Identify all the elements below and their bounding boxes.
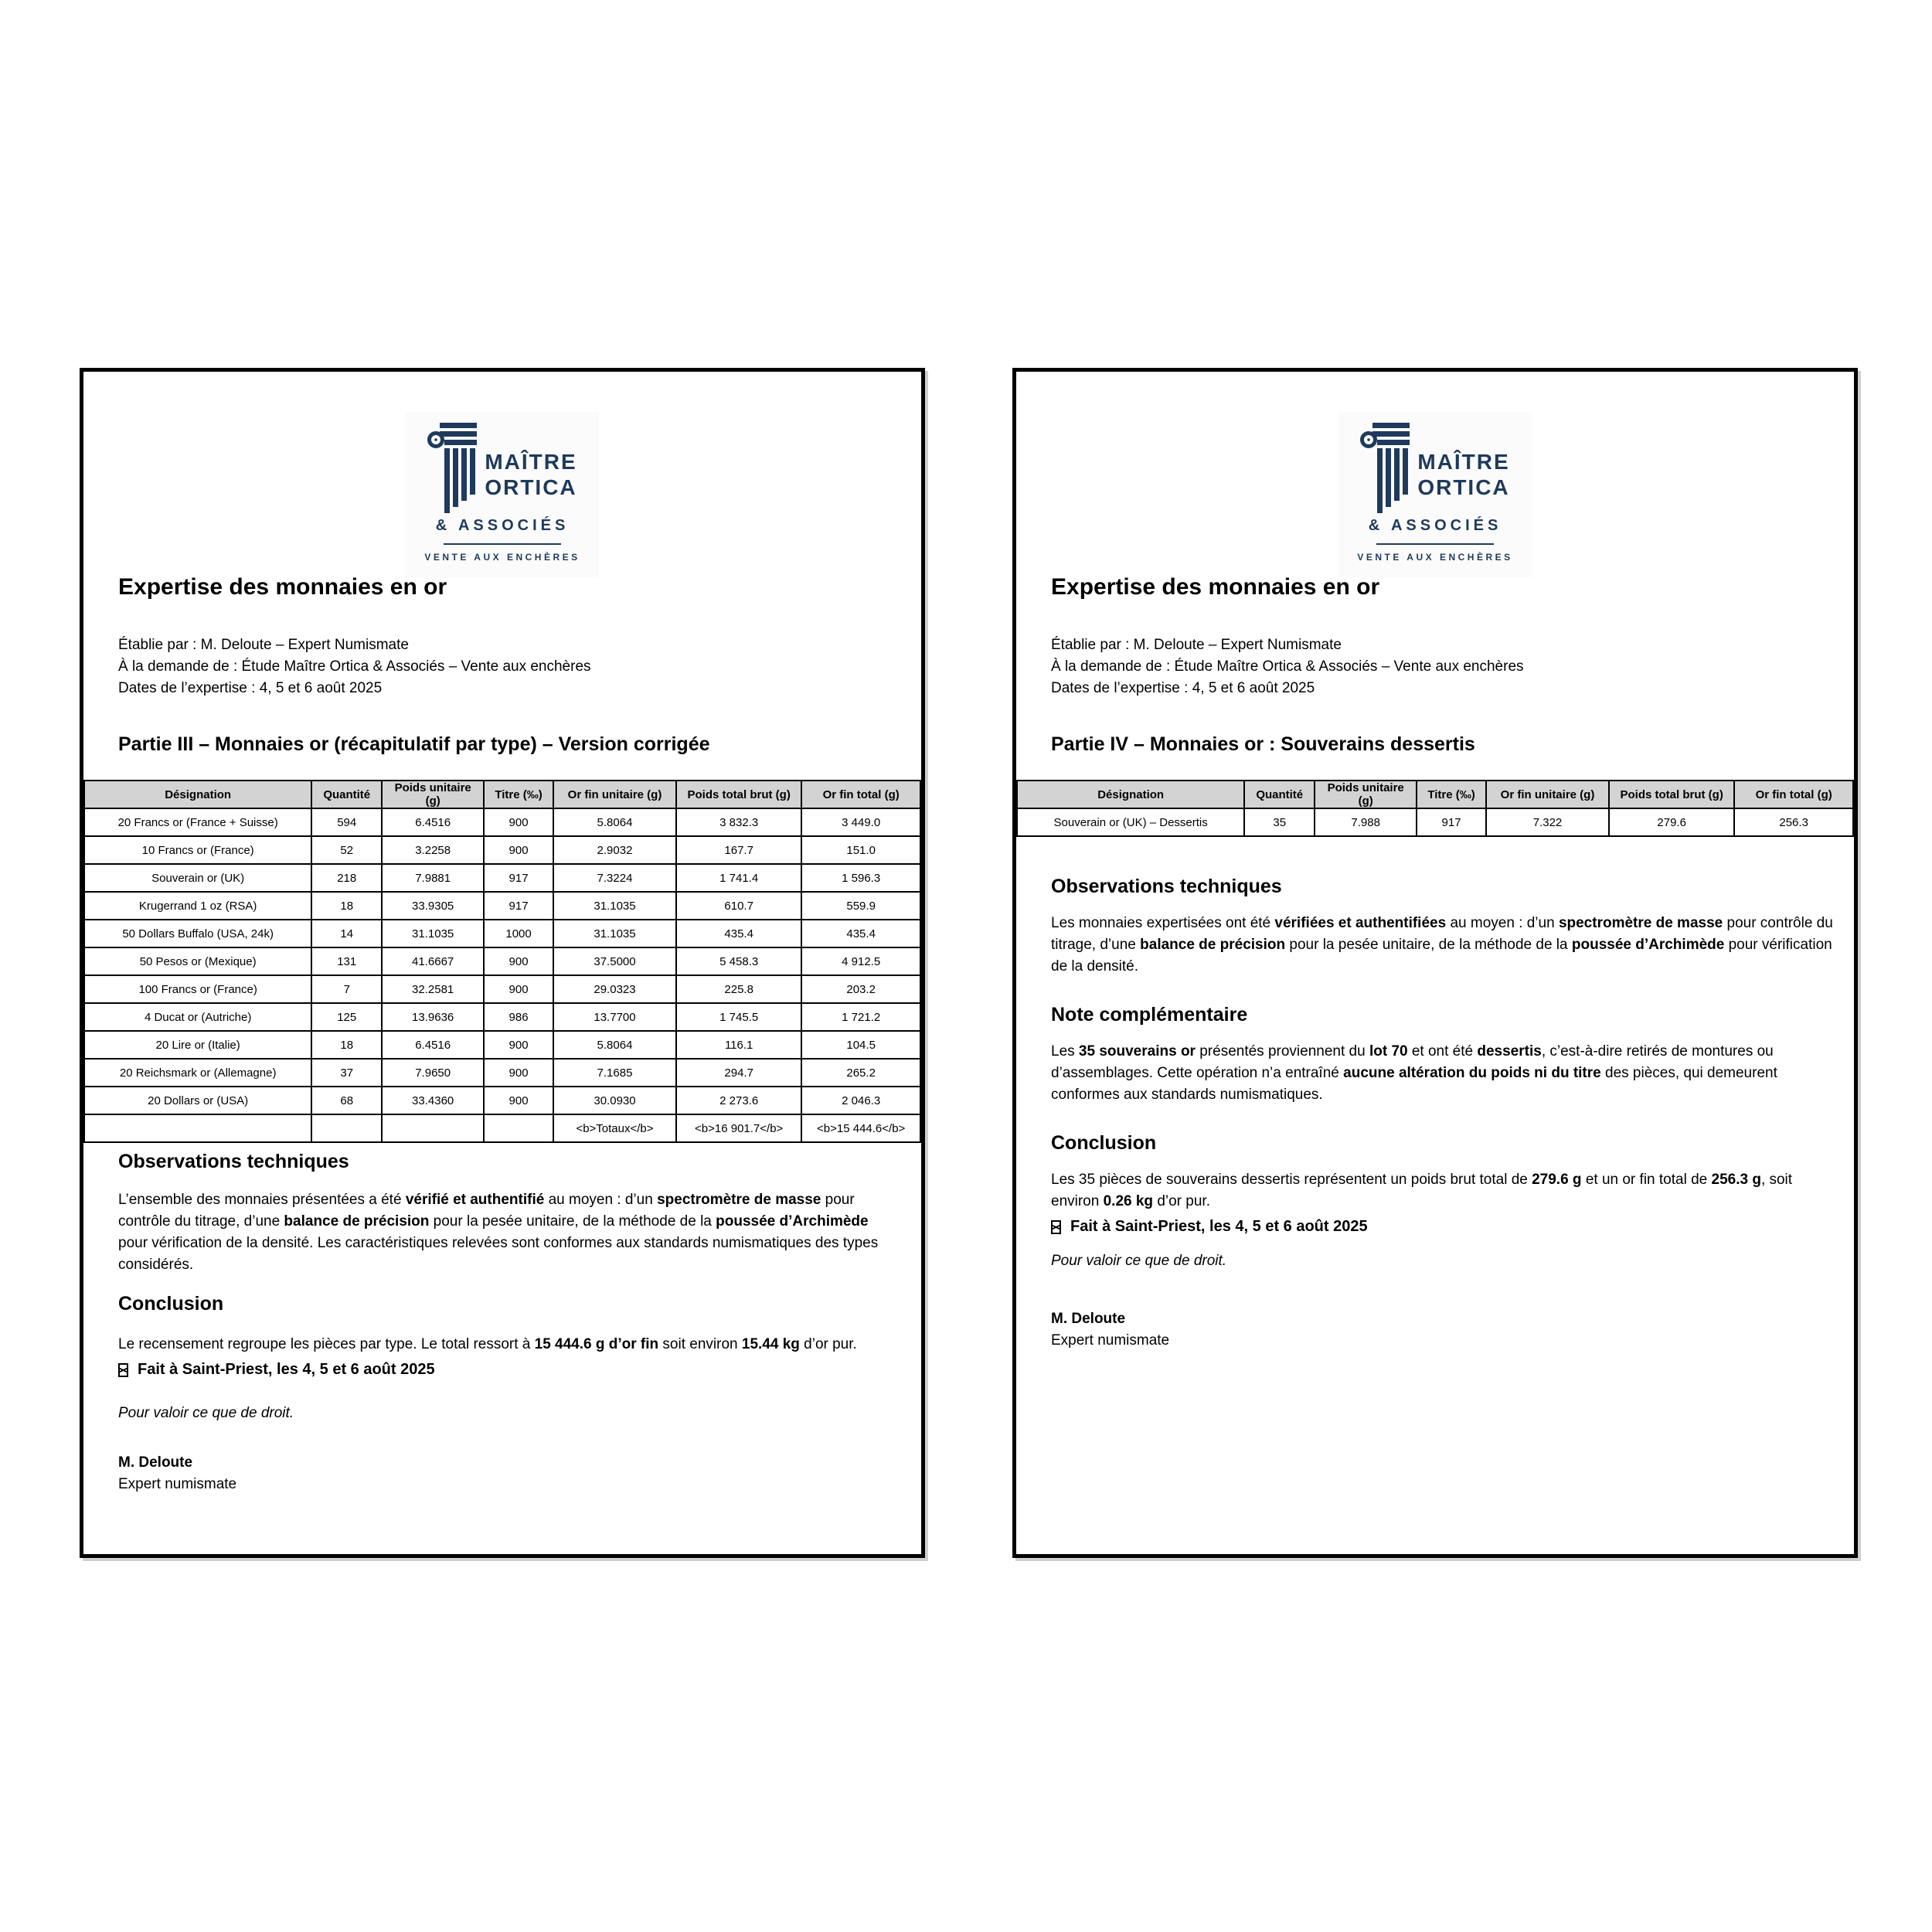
body-text: d’or pur. [799, 1336, 857, 1352]
logo-word-ortica: ORTICA [485, 475, 577, 499]
emphasized-text: spectromètre de masse [657, 1192, 821, 1208]
table-cell: Souverain or (UK) – Dessertis [1017, 808, 1244, 836]
column-header: Or fin total (g) [1734, 781, 1853, 808]
table-cell: 125 [311, 1003, 382, 1031]
table-cell [484, 1114, 553, 1142]
table-cell: 37 [311, 1059, 382, 1087]
table-cell: 917 [484, 864, 553, 892]
conclusion-paragraph [118, 1334, 900, 1355]
table-cell: <b>Totaux</b> [553, 1114, 676, 1142]
meta-dates: Dates de l’expertise : 4, 5 et 6 août 2025 [1051, 680, 1315, 696]
fait-line [1051, 1218, 1368, 1236]
table-cell: 900 [484, 947, 553, 975]
emphasized-text: spectromètre de masse [1558, 915, 1723, 931]
table-cell: 1 745.5 [676, 1003, 801, 1031]
table-cell: 2 046.3 [801, 1087, 920, 1114]
table-cell: 104.5 [801, 1031, 920, 1059]
emphasized-text: 15 444.6 g d’or fin [534, 1336, 659, 1352]
table-cell: 7 [311, 975, 382, 1003]
table-cell: 167.7 [676, 836, 801, 864]
logo-word-associes: & ASSOCIÉS [1368, 517, 1502, 534]
table-cell: 50 Dollars Buffalo (USA, 24k) [84, 920, 311, 947]
table-cell: 20 Dollars or (USA) [84, 1087, 311, 1114]
observations-paragraph [118, 1189, 900, 1276]
table-cell: 1 741.4 [676, 864, 801, 892]
table-cell: 30.0930 [553, 1087, 676, 1114]
table-cell: 986 [484, 1003, 553, 1031]
table-cell: 559.9 [801, 892, 920, 920]
body-text: pour la pesée unitaire, de la méthode de la [1285, 937, 1572, 953]
table-row [84, 1087, 920, 1114]
table-cell: 100 Francs or (France) [84, 975, 311, 1003]
observations-heading: Observations techniques [118, 1151, 349, 1172]
table-cell: 1 721.2 [801, 1003, 920, 1031]
table-cell: 29.0323 [553, 975, 676, 1003]
body-text: soit environ [658, 1336, 742, 1352]
table-cell: 32.2581 [382, 975, 484, 1003]
meta-author: Établie par : M. Deloute – Expert Numismate [1051, 637, 1342, 653]
table-cell: 218 [311, 864, 382, 892]
ionic-column-icon [1360, 423, 1410, 514]
table-cell: <b>16 901.7</b> [676, 1114, 801, 1142]
maitre-ortica-logo [1338, 412, 1532, 577]
meta-author: Établie par : M. Deloute – Expert Numismate [118, 637, 409, 653]
table-cell: 435.4 [676, 920, 801, 947]
conclusion-heading: Conclusion [1051, 1132, 1157, 1154]
body-text: pour contrôle du titrage, d’une [1051, 915, 1833, 953]
logo-tagline: VENTE AUX ENCHÈRES [1357, 552, 1513, 563]
table-row [84, 947, 920, 975]
table-cell: 7.9650 [382, 1059, 484, 1087]
table-cell: 3 832.3 [676, 808, 801, 836]
body-text: pour vérification de la densité. Les caractéristiques relevées sont conformes aux standards numismatiques des types considérés. [118, 1235, 879, 1273]
body-text: et ont été [1407, 1043, 1478, 1060]
table-cell: 594 [311, 808, 382, 836]
table-cell: 20 Francs or (France + Suisse) [84, 808, 311, 836]
body-text: , soit environ [1051, 1172, 1793, 1209]
table-cell: 5.8064 [553, 808, 676, 836]
table-row [1017, 808, 1853, 836]
table-cell: 50 Pesos or (Mexique) [84, 947, 311, 975]
column-header: Quantité [311, 781, 382, 808]
table-cell: 18 [311, 892, 382, 920]
table-cell: 7.9881 [382, 864, 484, 892]
emphasized-text: 256.3 g [1711, 1172, 1761, 1188]
body-text: et un or fin total de [1581, 1172, 1712, 1188]
table-cell: 20 Reichsmark or (Allemagne) [84, 1059, 311, 1087]
body-text: pour la pesée unitaire, de la méthode de la [429, 1213, 716, 1230]
emphasized-text: 279.6 g [1532, 1172, 1582, 1188]
signature-name: M. Deloute [118, 1454, 193, 1471]
note-paragraph [1051, 1041, 1833, 1106]
table-cell: 7.322 [1486, 808, 1609, 836]
signature-name: M. Deloute [1051, 1311, 1126, 1327]
body-text: présentés proviennent du [1195, 1043, 1369, 1060]
table-cell: 256.3 [1734, 808, 1853, 836]
signature-block [1051, 1308, 1169, 1352]
column-header: Poids unitaire (g) [1315, 781, 1417, 808]
signature-role: Expert numismate [1051, 1332, 1170, 1349]
column-header: Or fin total (g) [801, 781, 920, 808]
table-row [84, 975, 920, 1003]
emphasized-text: dessertis [1477, 1043, 1542, 1060]
missing-glyph-box-icon [1051, 1220, 1061, 1234]
column-header: Titre (‰) [1417, 781, 1486, 808]
column-header: Poids total brut (g) [1609, 781, 1734, 808]
body-text: au moyen : d’un [1446, 915, 1559, 931]
column-header: Or fin unitaire (g) [553, 781, 676, 808]
table-row [84, 836, 920, 864]
column-header: Poids total brut (g) [676, 781, 801, 808]
table-row [84, 808, 920, 836]
body-text: , c’est-à-dire retirés de montures ou d’assemblages. Cette opération n’a entraîné [1051, 1043, 1774, 1081]
table-row [84, 1114, 920, 1142]
souverains-dessertis-table [1016, 780, 1854, 837]
table-cell: 13.7700 [553, 1003, 676, 1031]
section-title-partie-4: Partie IV – Monnaies or : Souverains dessertis [1051, 733, 1475, 755]
missing-glyph-box-icon [118, 1363, 128, 1377]
table-cell: 5 458.3 [676, 947, 801, 975]
table-cell: 917 [1417, 808, 1486, 836]
table-cell: 900 [484, 975, 553, 1003]
emphasized-text: balance de précision [284, 1213, 430, 1230]
table-cell: 225.8 [676, 975, 801, 1003]
document-page-partie-3 [80, 368, 925, 1558]
table-cell: 20 Lire or (Italie) [84, 1031, 311, 1059]
ionic-column-icon [427, 423, 477, 514]
table-cell: 131 [311, 947, 382, 975]
coins-summary-table [83, 780, 921, 1143]
table-cell [311, 1114, 382, 1142]
table-cell: 31.1035 [553, 920, 676, 947]
observations-paragraph [1051, 913, 1833, 978]
emphasized-text: poussée d’Archimède [716, 1213, 869, 1230]
table-header-row [1017, 781, 1853, 808]
emphasized-text: balance de précision [1140, 937, 1286, 953]
table-cell: 900 [484, 1031, 553, 1059]
table-cell: 900 [484, 808, 553, 836]
logo-word-ortica: ORTICA [1417, 475, 1510, 499]
page-title: Expertise des monnaies en or [1051, 574, 1380, 600]
table-cell: 265.2 [801, 1059, 920, 1087]
column-header: Quantité [1244, 781, 1315, 808]
table-cell: 900 [484, 1059, 553, 1087]
logo-tagline: VENTE AUX ENCHÈRES [424, 552, 580, 563]
table-cell: 1 596.3 [801, 864, 920, 892]
table-cell: 68 [311, 1087, 382, 1114]
table-cell: 610.7 [676, 892, 801, 920]
body-text: d’or pur. [1153, 1193, 1210, 1209]
table-cell: 33.4360 [382, 1087, 484, 1114]
meta-requester: À la demande de : Étude Maître Ortica & Associés – Vente aux enchères [118, 658, 591, 675]
table-cell [382, 1114, 484, 1142]
table-cell: 35 [1244, 808, 1315, 836]
body-text: Le recensement regroupe les pièces par type. Le total ressort à [118, 1336, 535, 1352]
table-cell: 41.6667 [382, 947, 484, 975]
table-cell: 4 912.5 [801, 947, 920, 975]
report-meta [1051, 634, 1524, 699]
table-cell: 4 Ducat or (Autriche) [84, 1003, 311, 1031]
signature-role: Expert numismate [118, 1476, 237, 1492]
meta-dates: Dates de l’expertise : 4, 5 et 6 août 2025 [118, 680, 383, 696]
logo-divider [444, 543, 561, 545]
report-meta [118, 634, 591, 699]
body-text: Les monnaies expertisées ont été [1051, 915, 1275, 931]
table-cell: 7.1685 [553, 1059, 676, 1087]
body-text: Les [1051, 1043, 1079, 1060]
section-title-partie-3: Partie III – Monnaies or (récapitulatif par type) – Version corrigée [118, 733, 710, 755]
table-row [84, 1059, 920, 1087]
table-cell: 116.1 [676, 1031, 801, 1059]
table-cell: 917 [484, 892, 553, 920]
conclusion-heading: Conclusion [118, 1293, 224, 1315]
table-cell: 2.9032 [553, 836, 676, 864]
fait-text: Fait à Saint-Priest, les 4, 5 et 6 août 2025 [138, 1361, 435, 1378]
page-title: Expertise des monnaies en or [118, 574, 447, 600]
table-cell: 151.0 [801, 836, 920, 864]
column-header: Désignation [1017, 781, 1244, 808]
emphasized-text: vérifié et authentifié [405, 1192, 545, 1208]
table-cell: 14 [311, 920, 382, 947]
table-cell: 1000 [484, 920, 553, 947]
body-text: Les 35 pièces de souverains dessertis représentent un poids brut total de [1051, 1172, 1532, 1188]
note-heading: Note complémentaire [1051, 1004, 1248, 1026]
table-cell: 6.4516 [382, 1031, 484, 1059]
emphasized-text: 0.26 kg [1103, 1193, 1154, 1209]
table-cell: 31.1035 [382, 920, 484, 947]
column-header: Or fin unitaire (g) [1486, 781, 1609, 808]
column-header: Désignation [84, 781, 311, 808]
body-text: des pièces, qui demeurent conformes aux standards numismatiques. [1051, 1065, 1777, 1103]
fait-line [118, 1361, 435, 1379]
table-cell: 52 [311, 836, 382, 864]
table-cell: 435.4 [801, 920, 920, 947]
emphasized-text: 15.44 kg [741, 1336, 800, 1352]
table-cell: Souverain or (UK) [84, 864, 311, 892]
table-cell: 7.988 [1315, 808, 1417, 836]
valoir-line: Pour valoir ce que de droit. [1051, 1253, 1227, 1269]
body-text: pour contrôle du titrage, d’une [118, 1192, 855, 1230]
table-cell: 3 449.0 [801, 808, 920, 836]
emphasized-text: poussée d’Archimède [1571, 937, 1725, 953]
table-cell: 13.9636 [382, 1003, 484, 1031]
table-cell: 900 [484, 836, 553, 864]
fait-text: Fait à Saint-Priest, les 4, 5 et 6 août 2025 [1070, 1218, 1368, 1235]
table-row [84, 1003, 920, 1031]
table-cell: 6.4516 [382, 808, 484, 836]
logo-word-maitre: MAÎTRE [485, 450, 577, 474]
emphasized-text: 35 souverains or [1078, 1043, 1196, 1060]
conclusion-paragraph [1051, 1169, 1833, 1213]
table-header-row [84, 781, 920, 808]
table-cell: 900 [484, 1087, 553, 1114]
table-cell [84, 1114, 311, 1142]
table-row [84, 920, 920, 947]
body-text: au moyen : d’un [544, 1192, 658, 1208]
emphasized-text: aucune altération du poids ni du titre [1343, 1065, 1601, 1081]
table-cell: 203.2 [801, 975, 920, 1003]
valoir-line: Pour valoir ce que de droit. [118, 1405, 294, 1421]
observations-heading: Observations techniques [1051, 876, 1282, 897]
table-cell: 7.3224 [553, 864, 676, 892]
signature-block [118, 1452, 236, 1495]
table-row [84, 1031, 920, 1059]
body-text: L’ensemble des monnaies présentées a été [118, 1192, 406, 1208]
emphasized-text: lot 70 [1369, 1043, 1408, 1060]
table-cell: 3.2258 [382, 836, 484, 864]
logo-word-associes: & ASSOCIÉS [435, 517, 570, 534]
column-header: Poids unitaire (g) [382, 781, 484, 808]
meta-requester: À la demande de : Étude Maître Ortica & Associés – Vente aux enchères [1051, 658, 1524, 675]
table-cell: 2 273.6 [676, 1087, 801, 1114]
table-cell: 10 Francs or (France) [84, 836, 311, 864]
table-cell: 294.7 [676, 1059, 801, 1087]
document-page-partie-4 [1012, 368, 1858, 1558]
table-cell: 279.6 [1609, 808, 1734, 836]
table-cell: Krugerrand 1 oz (RSA) [84, 892, 311, 920]
table-cell: <b>15 444.6</b> [801, 1114, 920, 1142]
table-row [84, 892, 920, 920]
table-cell: 5.8064 [553, 1031, 676, 1059]
table-cell: 31.1035 [553, 892, 676, 920]
table-row [84, 864, 920, 892]
column-header: Titre (‰) [484, 781, 553, 808]
table-cell: 18 [311, 1031, 382, 1059]
maitre-ortica-logo [406, 412, 599, 577]
emphasized-text: vérifiées et authentifiées [1274, 915, 1447, 931]
table-cell: 33.9305 [382, 892, 484, 920]
table-cell: 37.5000 [553, 947, 676, 975]
body-text: pour vérification de la densité. [1051, 937, 1832, 975]
logo-word-maitre: MAÎTRE [1417, 450, 1510, 474]
logo-divider [1376, 543, 1494, 545]
